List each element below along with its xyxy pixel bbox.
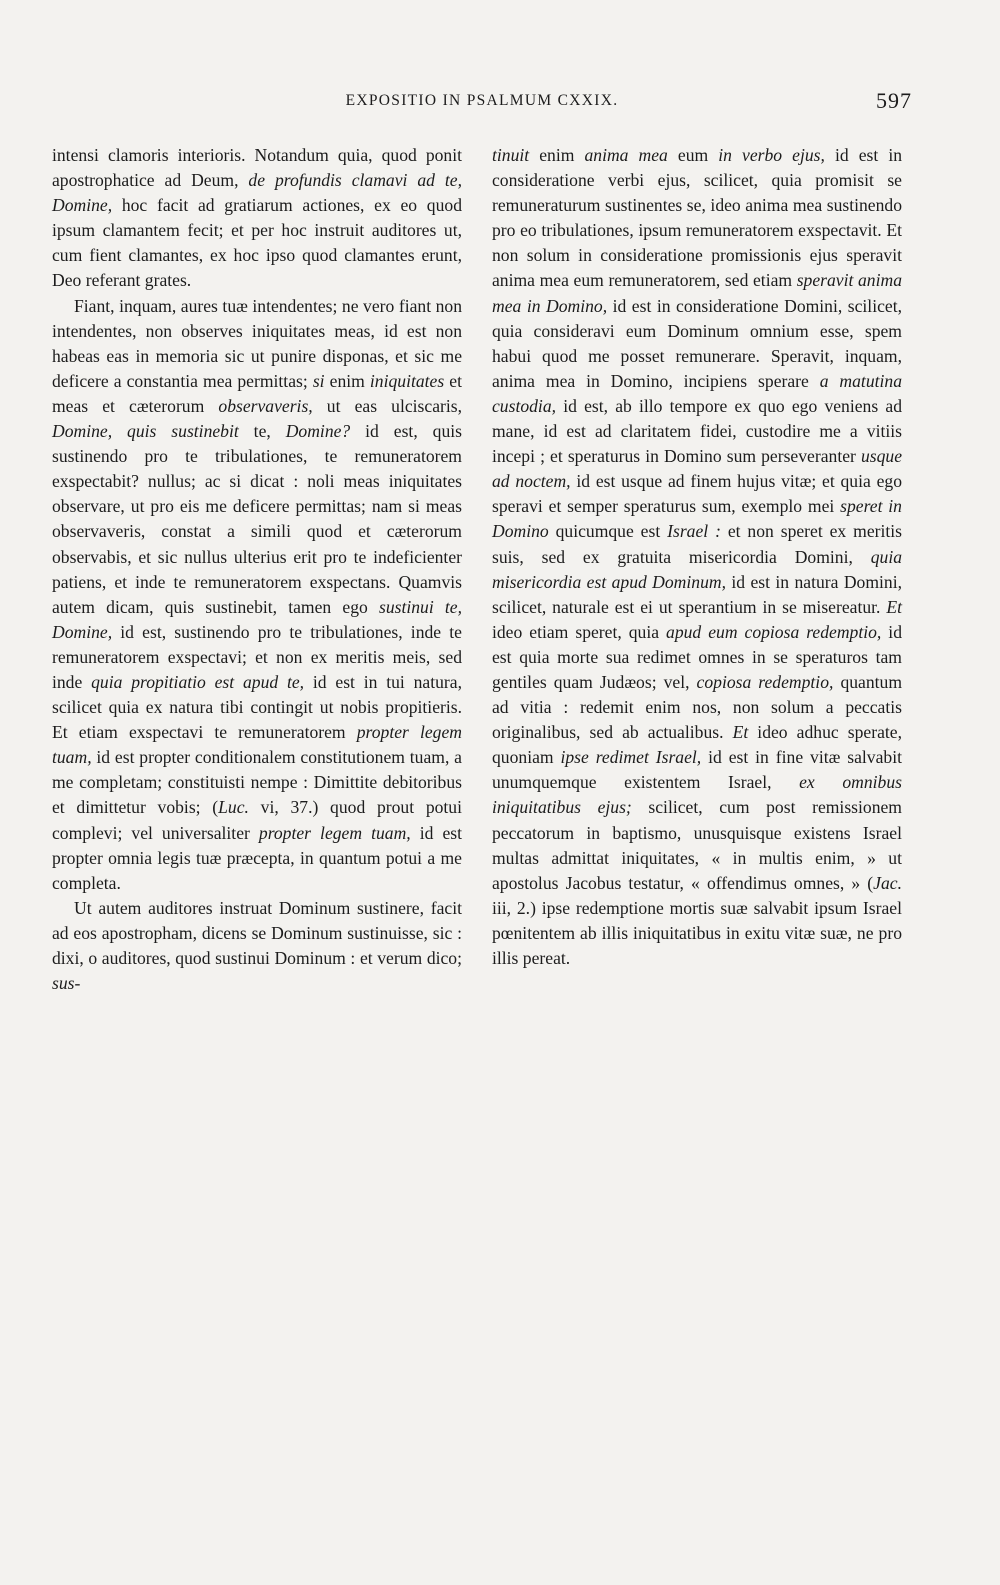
text-run: intensi clamoris interioris. Notandum quia, quod ponit apostrophatice ad Deum,	[52, 145, 462, 191]
left-text-column	[52, 143, 462, 996]
italic-citation: Jac.	[873, 872, 902, 893]
paragraph	[492, 143, 902, 971]
italic-citation: iniquitates	[369, 370, 445, 391]
italic-citation: speravit anima mea in Domino,	[492, 270, 902, 316]
paragraph	[52, 294, 462, 896]
text-run: Fiant, inquam, aures tuæ intendentes; ne vero fiant non intendentes, non observes iniquitates meas, id est non habeas eas in memoria sic ut punire disponas, et sic me deficere a constantia mea permittas;	[52, 295, 462, 391]
italic-citation: Luc.	[218, 797, 249, 818]
italic-citation: de profundis clamavi ad te, Domine,	[52, 170, 462, 216]
italic-citation: ipse redimet Israel,	[560, 747, 702, 768]
text-run: id est, sustinendo pro te tribulationes, inde te remuneratorem exspectavi; et non ex meritis meis, sed inde	[52, 621, 462, 692]
text-run: enim	[324, 370, 370, 391]
italic-citation: ex omnibus iniquitatibus ejus;	[492, 772, 902, 818]
italic-citation: sustinui te, Domine,	[52, 596, 463, 642]
italic-citation: observaveris,	[218, 395, 313, 416]
text-run: ideo etiam speret, quia	[492, 621, 667, 642]
italic-citation: propter legem tuam,	[258, 822, 411, 843]
italic-citation: quia misericordia est apud Dominum,	[492, 546, 902, 592]
italic-citation: apud eum copiosa redemptio,	[666, 621, 882, 642]
text-run: id est, ab illo tempore ex quo ego veniens ad mane, id est ad claritatem fidei, custodire me a vitiis incepi ; et speraturus in Domino sum perseveranter	[492, 395, 902, 467]
text-run: id est usque ad finem hujus vitæ; et quia ego speravi et semper speraturus sum, exemplo mei	[492, 471, 902, 517]
italic-citation: a matutina custodia,	[492, 370, 902, 416]
text-run: Ut autem auditores instruat Dominum sustinere, facit ad eos apostropham, dicens se Dominum sustinuisse, sic : dixi, o auditores, quod sustinui Dominum : et verum dico;	[52, 897, 462, 968]
running-head	[52, 88, 912, 118]
italic-citation: in verbo ejus,	[718, 145, 825, 165]
italic-citation: speret in Domino	[492, 496, 902, 542]
text-run: scilicet, cum post remissionem peccatorum in baptismo, unusquisque existens Israel multas admittat iniquitates, « in multis enim, » ut apostolus Jacobus testatur, « offendimus omnes, » (	[492, 797, 902, 893]
italic-citation: quia propitiatio est apud te,	[91, 671, 305, 692]
italic-citation: Domine?	[285, 421, 351, 442]
italic-citation: propter legem tuam,	[52, 722, 462, 768]
paragraph	[52, 143, 462, 294]
right-text-column	[492, 143, 902, 971]
text-run: id est in fine vitæ salvabit unumquemque existentem Israel,	[492, 747, 902, 793]
text-run: id est quia morte sua redimet omnes in se speraturos tam gentiles quam Judæos; vel,	[492, 621, 902, 692]
text-run: id est in consideratione verbi ejus, scilicet, quia promisit se remuneraturum sustinentes se, ideo anima mea sustinendo pro eo tribulationes, ipsum remuneratorem exspectavit. Et non solum in consideratione promissionis ejus speravit anima mea eum remuneratorem, sed etiam	[492, 145, 903, 291]
page-number: 597	[876, 88, 912, 113]
italic-citation: tinuit	[492, 145, 530, 165]
text-run: id est in consideratione Domini, scilicet, quia consideravi eum Dominum omnium esse, spem habui quod me posset remunerare. Speravit, inquam, anima mea in Domino, incipiens sperare	[492, 295, 902, 391]
text-run: iii, 2.) ipse redemptione mortis suæ salvabit ipsum Israel pœnitentem ab illis iniquitatibus in exitu vitæ suæ, ne pro illis pereat.	[492, 897, 902, 968]
text-run: ideo adhuc sperate, quoniam	[492, 722, 902, 768]
text-run: quicumque est	[548, 521, 668, 542]
text-run: id est in natura Domini, scilicet, naturale est ei ut sperantium in se misereatur.	[492, 571, 902, 617]
italic-citation: Et	[732, 722, 749, 743]
italic-citation: Israel :	[667, 521, 721, 542]
text-run: enim	[529, 145, 585, 165]
text-run: id est in tui natura, scilicet quia ex natura tibi contingit ut nobis propitieris. Et etiam exspectavi te remuneratorem	[52, 671, 462, 743]
italic-citation: usque ad noctem,	[492, 446, 902, 492]
text-run: eum	[667, 145, 719, 165]
running-title: EXPOSITIO IN PSALMUM CXXIX.	[345, 92, 619, 109]
italic-citation: si	[312, 370, 325, 391]
italic-citation: Domine, quis sustinebit	[52, 421, 239, 442]
text-run: te,	[238, 421, 286, 442]
italic-citation: copiosa redemptio,	[696, 671, 834, 692]
italic-citation: sus-	[52, 973, 81, 994]
text-run: id est propter omnia legis tuæ præcepta, in quantum potui a me completa.	[52, 822, 462, 893]
text-run: id est, quis sustinendo pro te tribulationes, te remuneratorem exspectabit? nullus; ac si dicat : noli meas iniquitates observare, ut pro eis me deficere permittas; nam si meas observaveris, constat a simili quod et cæterorum observabis, et sic nullus ulterius erit pro te indeficienter patiens, et inde te remuneratorem exspectans. Quamvis autem dicam, quis sustinebit, tamen ego	[52, 421, 462, 617]
text-run: quantum ad vitia : redemit enim nos, non solum a peccatis originalibus, sed ab actualibus.	[492, 671, 903, 743]
text-run: vi, 37.) quod prout potui complevi; vel universaliter	[52, 797, 462, 843]
paragraph	[52, 896, 462, 996]
italic-citation: Et	[886, 596, 902, 617]
text-run: et non speret ex meritis suis, sed ex gratuita misericordia Domini,	[492, 521, 902, 567]
text-run: id est propter conditionalem constitutionem tuam, a me completam; constituisti nempe : Dimittite debitoribus et dimittetur vobis; (	[52, 747, 462, 818]
text-run: et meas et cæterorum	[52, 370, 462, 416]
text-run: hoc facit ad gratiarum actiones, ex eo quod ipsum clamantem fecit; et per hoc instruit auditores ut, cum fient clamantes, ex hoc ipso quod clamantes erunt, Deo referant grates.	[52, 195, 462, 291]
text-run: ut eas ulciscaris,	[312, 395, 462, 416]
italic-citation: anima mea	[584, 145, 668, 165]
